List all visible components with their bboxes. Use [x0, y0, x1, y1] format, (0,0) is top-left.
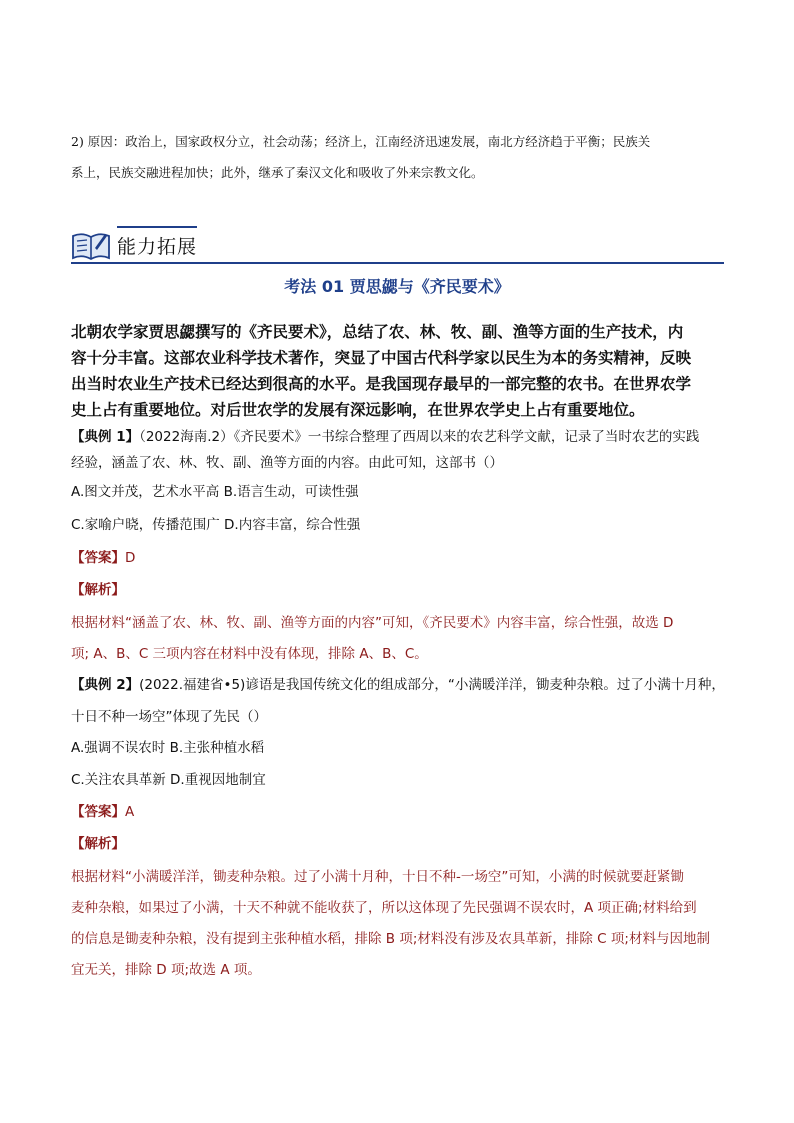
- example1-answer: [71, 546, 726, 566]
- example1-stem-1: （2022海南.2）《齐民要术》一书综合整理了西周以来的农艺科学文献，记录了当时农艺的实践: [139, 429, 700, 445]
- section-bottom-rule: [71, 262, 724, 264]
- example2-stem-1: (2022.福建省•5)谚语是我国传统文化的组成部分，“小满暖洋洋，锄麦种杂粮。过了小满十月种，: [139, 677, 725, 693]
- example1-options-cd: C.家喻户晓，传播范围广 D.内容丰富，综合性强: [71, 517, 361, 533]
- example2-analysis-line-2: 麦种杂粮，如果过了小满，十天不种就不能收获了，所以这体现了先民强调不误农时，A 项正确;材料给到: [71, 900, 697, 916]
- example1-options-ab: A.图文并茂，艺术水平高 B.语言生动，可读性强: [71, 484, 359, 500]
- example2-stem-line-2: 十日不种一场空”体现了先民（）: [71, 709, 267, 725]
- intro-line-1: 北朝农学家贾思勰撰写的《齐民要术》，总结了农、林、牧、副、渔等方面的生产技术，内: [71, 322, 684, 341]
- example2-analysis-line-1: 根据材料“小满暖洋洋，锄麦种杂粮。过了小满十月种，十日不种-一场空”可知，小满的时候就要赶紧锄: [71, 869, 684, 885]
- example2-answer-value: A: [125, 804, 135, 820]
- example2-options-ab: A.强调不误农时 B.主张种植水稻: [71, 740, 265, 756]
- example1-stem-line-1: [71, 425, 726, 445]
- example2-answer-tag: 【答案】: [71, 804, 125, 820]
- example2-options-cd: C.关注农具革新 D.重视因地制宜: [71, 772, 266, 788]
- example2-analysis-tag: 【解析】: [71, 836, 125, 852]
- example1-analysis-line-2: 项; A、B、C 三项内容在材料中没有体现，排除 A、B、C。: [71, 646, 428, 662]
- intro-line-2: 容十分丰富。这部农业科学技术著作，突显了中国古代科学家以民生为本的务实精神，反映: [71, 348, 692, 367]
- kaofa-title: 考法 01 贾思勰与《齐民要术》: [284, 277, 510, 296]
- example2-analysis-line-3: 的信息是锄麦种杂粮，没有提到主张种植水稻，排除 B 项;材料没有涉及农具革新，排除 C 项;材料与因地制: [71, 931, 710, 947]
- example2-analysis-line-4: 宜无关，排除 D 项;故选 A 项。: [71, 962, 261, 978]
- reason-line-1: 2) 原因：政治上，国家政权分立，社会动荡；经济上，江南经济迅速发展，南北方经济趋于平衡；民族关: [71, 134, 651, 149]
- intro-line-3: 出当时农业生产技术已经达到很高的水平。是我国现存最早的一部完整的农书。在世界农学: [71, 374, 692, 393]
- example1-answer-tag: 【答案】: [71, 550, 125, 566]
- open-book-icon: [71, 228, 111, 262]
- example2-tag: 【典例 2】: [71, 677, 140, 693]
- reason-line-2: 系上，民族交融进程加快；此外，继承了秦汉文化和吸收了外来宗教文化。: [71, 165, 484, 180]
- example1-answer-value: D: [125, 550, 136, 566]
- intro-line-4: 史上占有重要地位。对后世农学的发展有深远影响，在世界农学史上占有重要地位。: [71, 400, 645, 419]
- example1-analysis-tag: 【解析】: [71, 582, 125, 598]
- example1-stem-line-2: 经验，涵盖了农、林、牧、副、渔等方面的内容。由此可知，这部书（）: [71, 455, 503, 471]
- section-title: 能力拓展: [117, 236, 198, 258]
- section-top-rule: [117, 226, 197, 228]
- example1-tag: 【典例 1】: [71, 429, 140, 445]
- example1-analysis-line-1: 根据材料“涵盖了农、林、牧、副、渔等方面的内容”可知，《齐民要术》内容丰富，综合性强，故选 D: [71, 615, 674, 631]
- example2-answer: [71, 800, 726, 820]
- example2-stem-line-1: [71, 673, 726, 693]
- section-header: [71, 224, 724, 264]
